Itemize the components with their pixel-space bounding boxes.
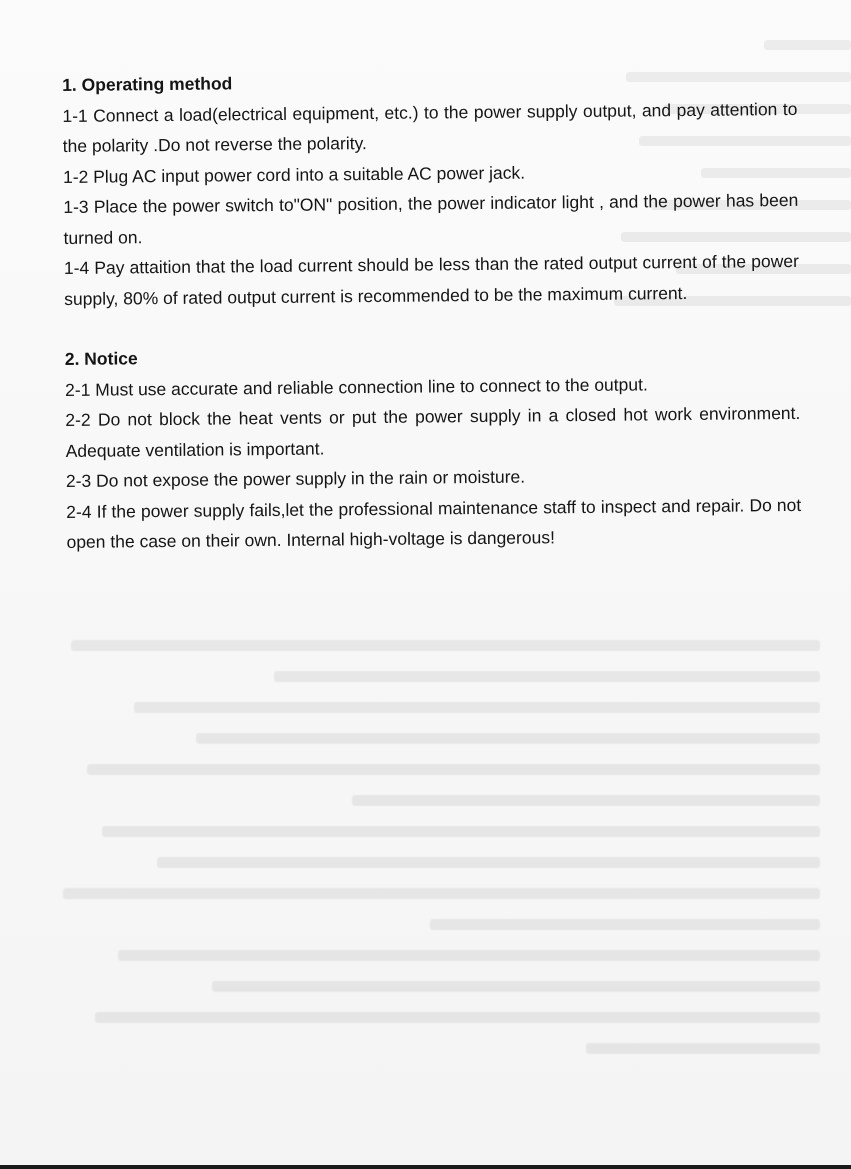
bleed-through-text	[40, 640, 820, 1080]
operating-item-1-4: 1-4 Pay attaition that the load current should be less than the rated output current of the power supply, 80% of rated output current is recommended to be the maximum current.	[63, 250, 799, 309]
notice-item-2-4: 2-4 If the power supply fails,let the professional maintenance staff to inspect and repair. Do not open the case on their own. Internal high-voltage is dangerous!	[66, 494, 802, 552]
notice-heading: 2. Notice	[64, 348, 138, 369]
notice-item-2-1: 2-1 Must use accurate and reliable connection line to connect to the output.	[64, 373, 648, 400]
scan-bottom-edge	[0, 1165, 851, 1169]
operating-item-1-3: 1-3 Place the power switch to"ON" position, the power indicator light , and the power has been turned on.	[63, 189, 799, 248]
operating-item-1-2: 1-2 Plug AC input power cord into a suitable AC power jack.	[62, 162, 526, 187]
operating-method-heading: 1. Operating method	[62, 73, 233, 95]
operating-item-1-1: 1-1 Connect a load(electrical equipment, etc.) to the power supply output, and pay attention to the polarity .Do not reverse the polarity.	[62, 98, 798, 156]
document-body	[62, 63, 802, 558]
notice-section	[65, 337, 802, 558]
notice-item-2-3: 2-3 Do not expose the power supply in the rain or moisture.	[65, 466, 526, 491]
operating-method-section	[62, 63, 799, 314]
notice-item-2-2: 2-2 Do not block the heat vents or put the power supply in a closed hot work environment. Adequate ventilation is important.	[65, 402, 801, 461]
